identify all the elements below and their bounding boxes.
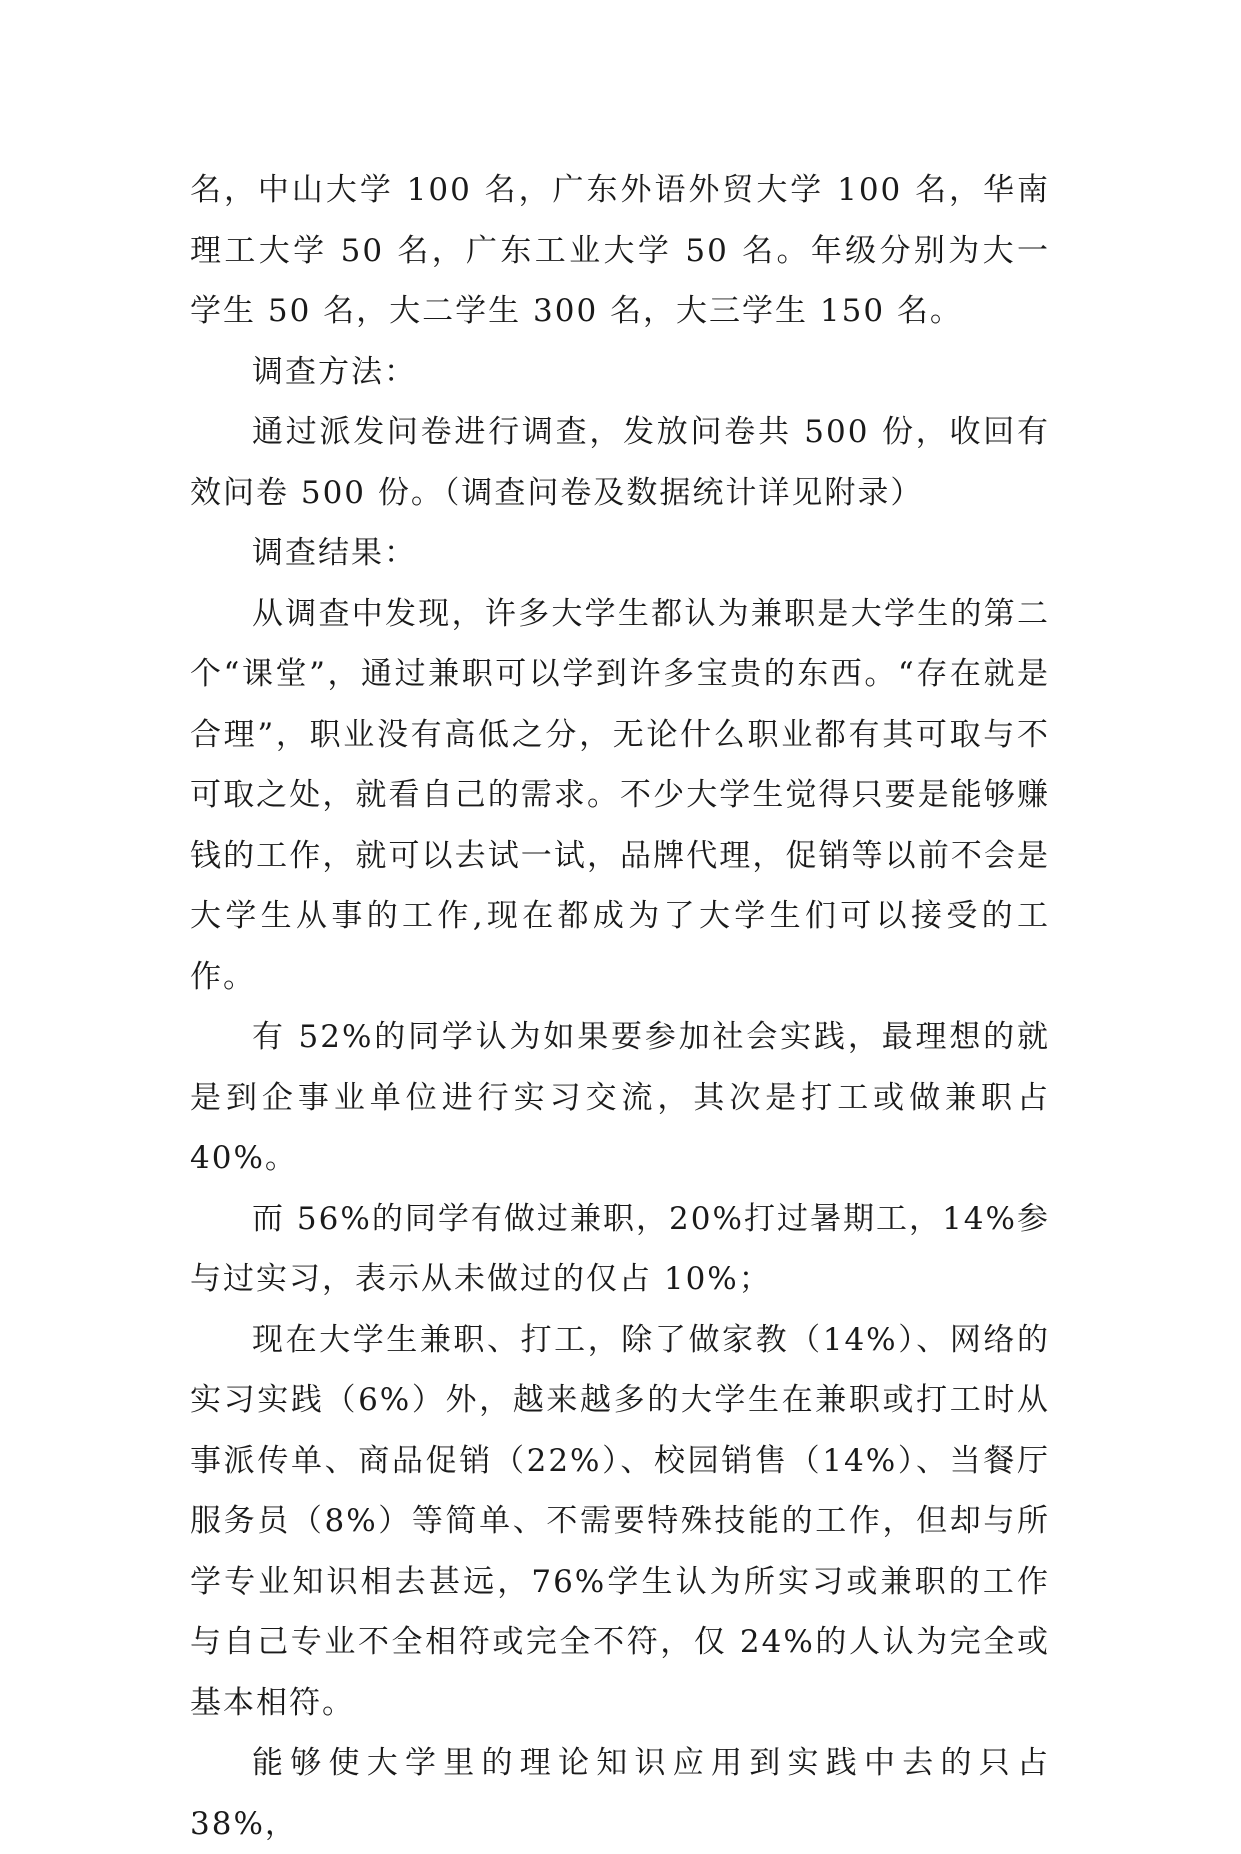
paragraph-continued: 名，中山大学 100 名，广东外语外贸大学 100 名，华南理工大学 50 名，广东工业大学 50 名。年级分别为大一学生 50 名，大二学生 300 名，大三学生 150 名。 [190, 172, 1050, 329]
paragraph-survey-method: 通过派发问卷进行调查，发放问卷共 500 份，收回有效问卷 500 份。（调查问卷及数据统计详见附录） [190, 414, 1050, 511]
heading-survey-method: 调查方法： [252, 353, 417, 390]
paragraph-theory-application: 能够使大学里的理论知识应用到实践中去的只占 38%， [190, 1745, 1050, 1842]
paragraph-experience: 而 56%的同学有做过兼职，20%打过暑期工，14%参与过实习，表示从未做过的仅占 10%； [190, 1200, 1050, 1297]
paragraph-findings: 从调查中发现，许多大学生都认为兼职是大学生的第二个“课堂”，通过兼职可以学到许多宝贵的东西。“存在就是合理”，职业没有高低之分，无论什么职业都有其可取与不可取之处，就看自己的需求。不少大学生觉得只要是能够赚钱的工作，就可以去试一试，品牌代理，促销等以前不会是大学生从事的工作,现在都成为了大学生们可以接受的工作。 [190, 595, 1050, 995]
paragraph-job-types: 现在大学生兼职、打工，除了做家教（14%）、网络的实习实践（6%）外，越来越多的大学生在兼职或打工时从事派传单、商品促销（22%）、校园销售（14%）、当餐厅服务员（8%）等简单、不需要特殊技能的工作，但却与所学专业知识相去甚远，76%学生认为所实习或兼职的工作与自己专业不全相符或完全不符，仅 24%的人认为完全或基本相符。 [190, 1321, 1050, 1721]
heading-survey-results: 调查结果： [252, 535, 417, 571]
document-body [190, 160, 1050, 1854]
paragraph-ideal-practice: 有 52%的同学认为如果要参加社会实践，最理想的就是到企事业单位进行实习交流，其次是打工或做兼职占 40%。 [190, 1019, 1050, 1176]
